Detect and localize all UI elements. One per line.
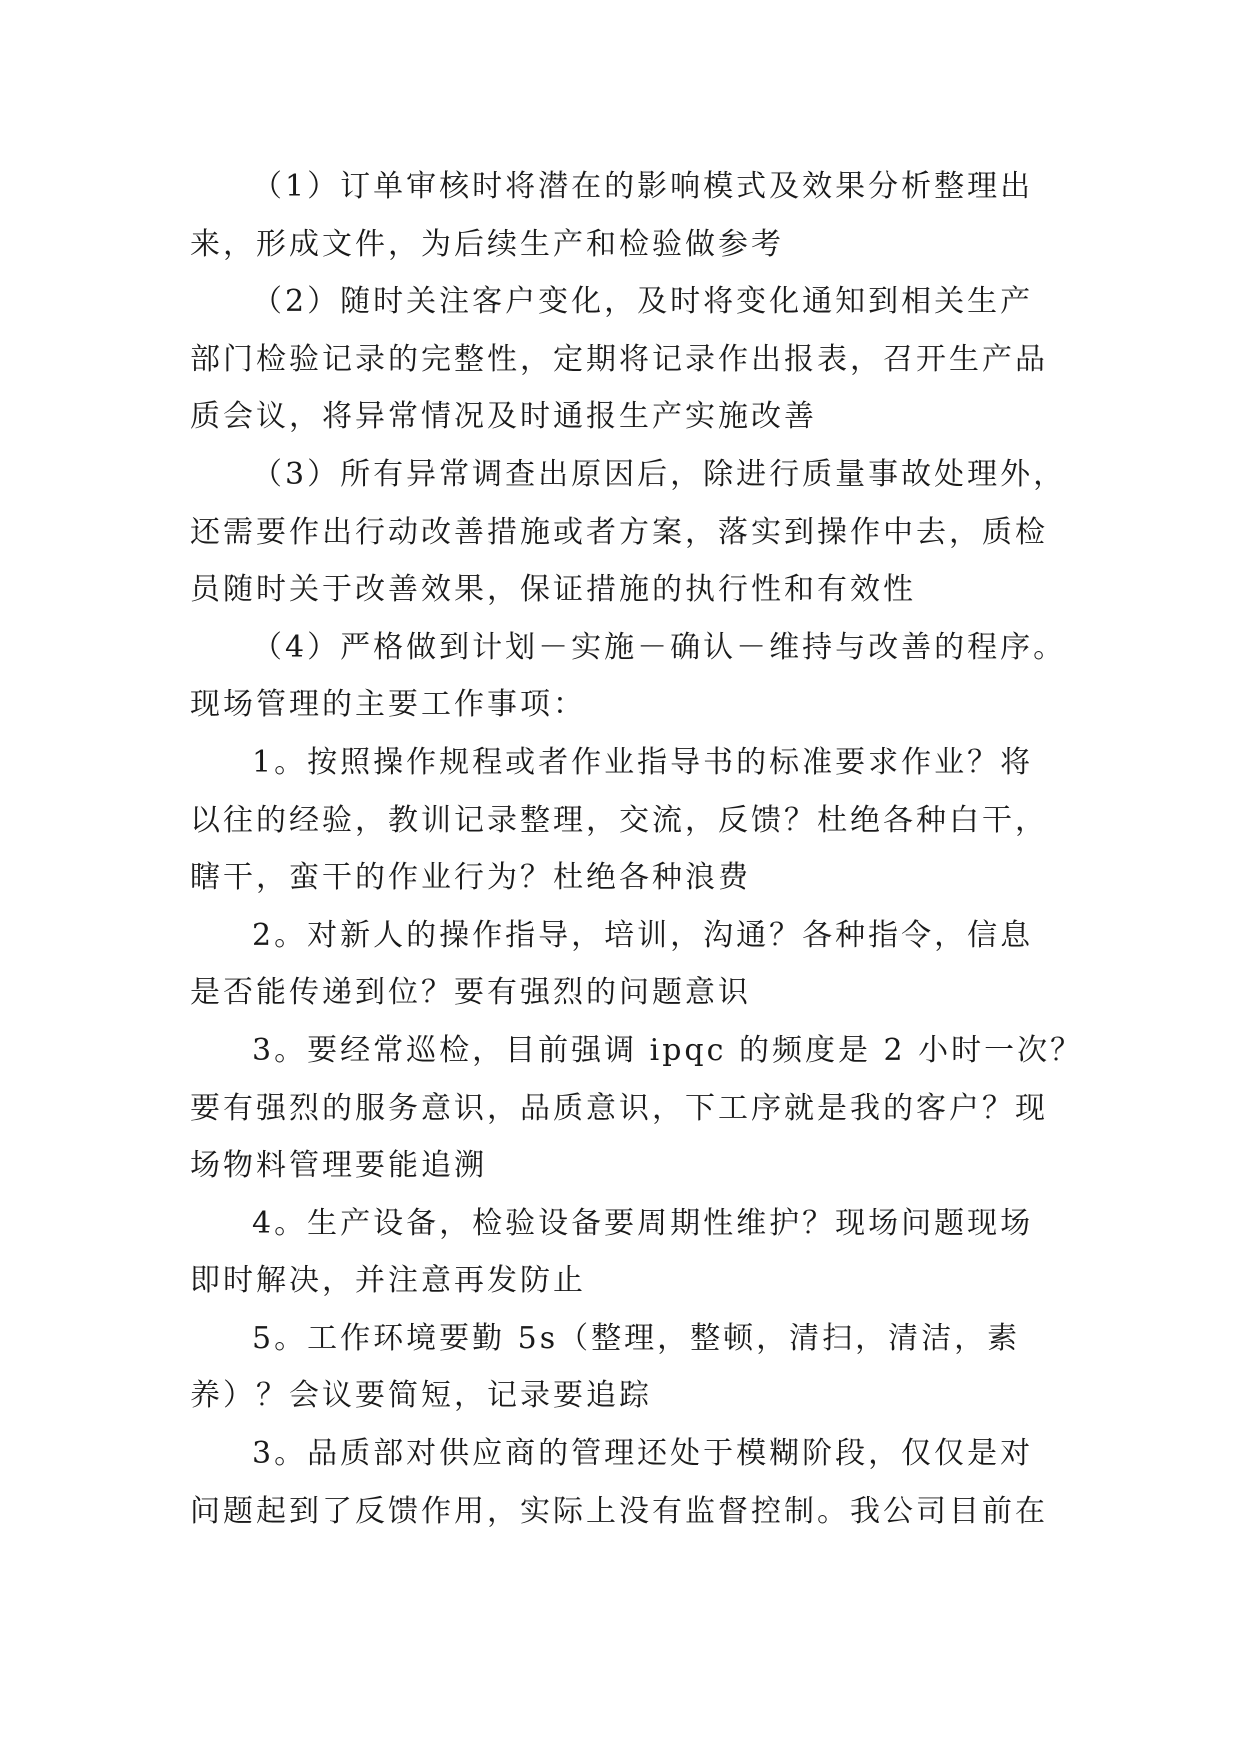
text-line: 现场管理的主要工作事项： [190,687,586,723]
paragraph-10 [190,1425,1070,1540]
text-line: （2）随时关注客户变化，及时将变化通知到相关生产 [252,284,1034,320]
document-body [190,158,1084,1540]
text-line: 5。工作环境要勤 5s（整理，整顿，清扫，清洁，素 [252,1320,1021,1356]
text-line: 问题起到了反馈作用，实际上没有监督控制。我公司目前在 [190,1493,1048,1529]
text-line: 是否能传递到位？要有强烈的问题意识 [190,975,751,1011]
paragraph-6 [190,907,1070,1022]
text-line: 场物料管理要能追溯 [190,1148,487,1184]
text-line: 4。生产设备，检验设备要周期性维护？现场问题现场 [252,1205,1034,1241]
text-line: （3）所有异常调查出原因后，除进行质量事故处理外， [252,456,1067,492]
text-line: 要有强烈的服务意识，品质意识，下工序就是我的客户？现 [190,1090,1048,1126]
paragraph-3 [190,446,1070,619]
text-line: 瞎干，蛮干的作业行为？杜绝各种浪费 [190,860,751,896]
text-line: （1）订单审核时将潜在的影响模式及效果分析整理出 [252,169,1034,204]
text-line: 来，形成文件，为后续生产和检验做参考 [190,226,784,262]
paragraph-7 [190,1022,1084,1195]
paragraph-5 [190,734,1070,907]
paragraph-4 [190,619,1070,734]
text-line: 质会议，将异常情况及时通报生产实施改善 [190,399,817,435]
paragraph-8 [190,1195,1070,1310]
paragraph-2 [190,273,1070,446]
text-line: 即时解决，并注意再发防止 [190,1263,586,1299]
text-line: 3。要经常巡检，目前强调 ipqc 的频度是 2 小时一次？ [252,1032,1084,1068]
text-line: 以往的经验，教训记录整理，交流，反馈？杜绝各种白干， [190,802,1048,838]
text-line: 2。对新人的操作指导，培训，沟通？各种指令，信息 [252,917,1034,953]
text-line: 还需要作出行动改善措施或者方案，落实到操作中去，质检 [190,514,1048,550]
text-line: （4）严格做到计划－实施－确认－维持与改善的程序。 [252,629,1067,665]
text-line: 员随时关于改善效果，保证措施的执行性和有效性 [190,572,916,608]
text-line: 3。品质部对供应商的管理还处于模糊阶段，仅仅是对 [252,1436,1034,1472]
text-line: 1。按照操作规程或者作业指导书的标准要求作业？将 [252,744,1034,780]
paragraph-9 [190,1310,1070,1425]
paragraph-1 [190,158,1070,273]
text-line: 养）？会议要简短，记录要追踪 [190,1378,652,1414]
text-line: 部门检验记录的完整性，定期将记录作出报表，召开生产品 [190,341,1048,377]
